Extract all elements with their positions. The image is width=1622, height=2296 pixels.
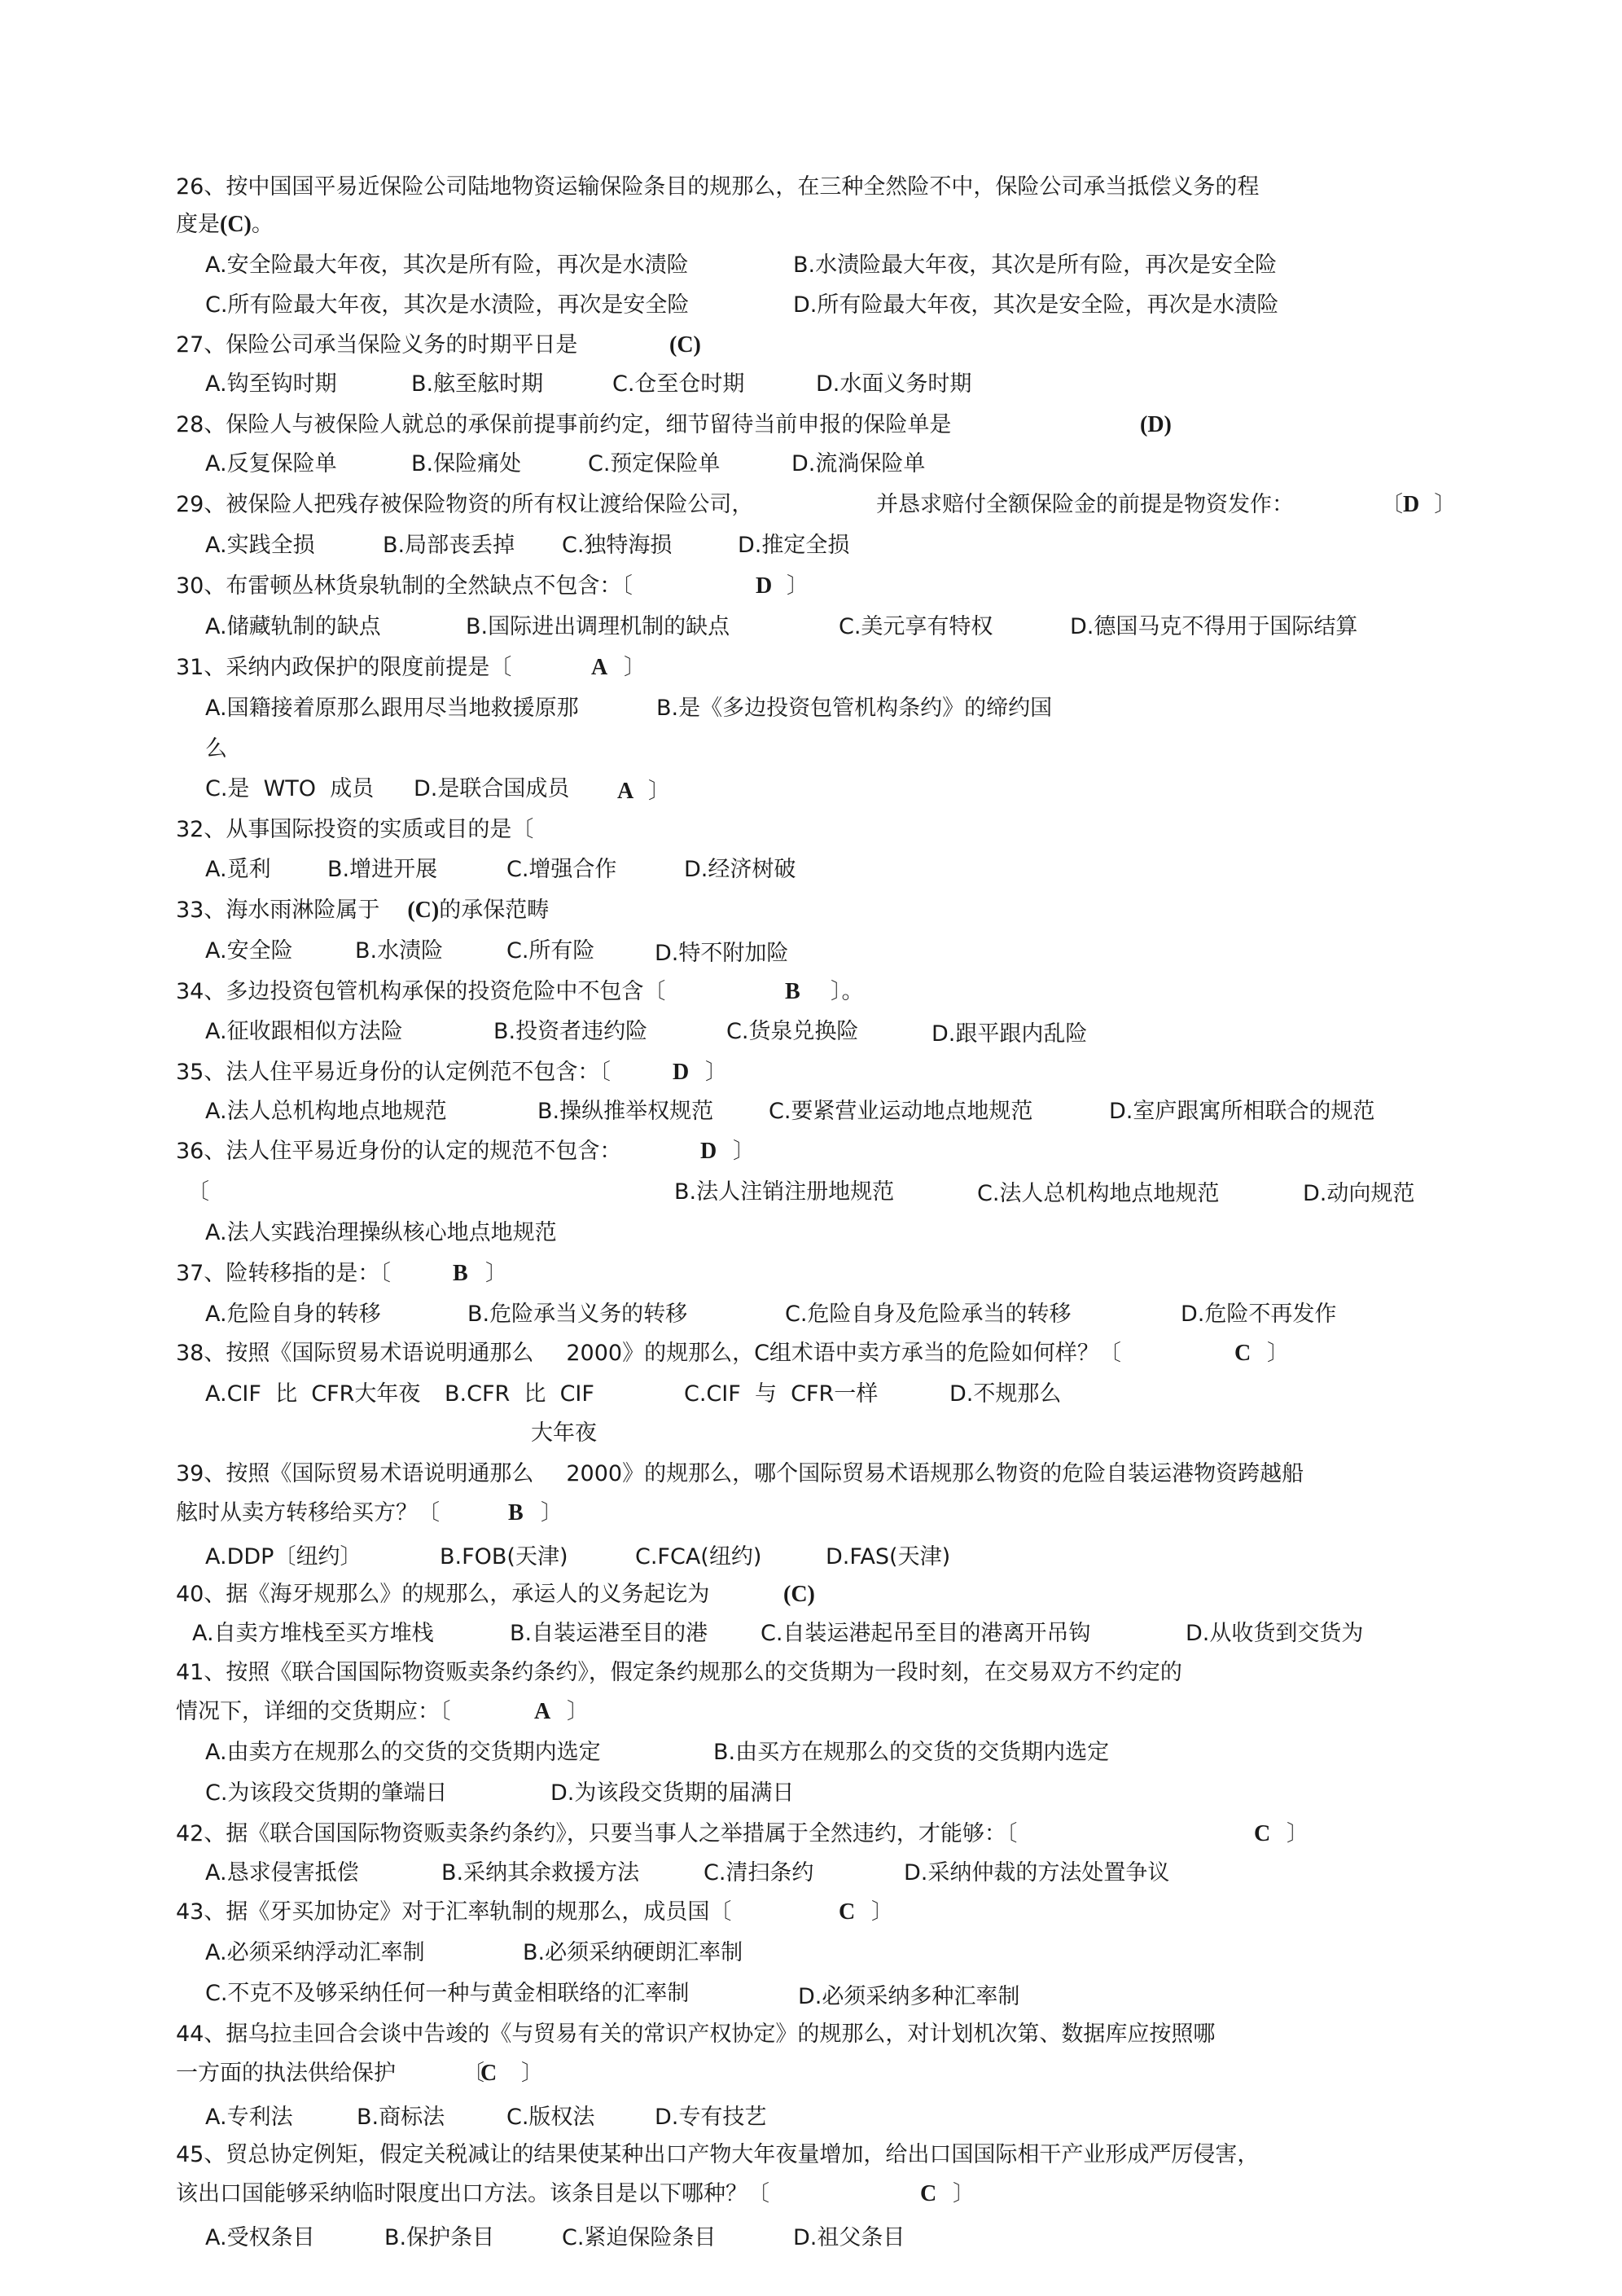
q45-option-a: A.受权条目: [205, 2225, 315, 2250]
q26-option-d: D.所有险最大年夜，其次是安全险，再次是水渍险: [793, 292, 1279, 318]
q39-option-b: B.FOB(天津): [440, 1544, 568, 1569]
q43-bracket-close: 〕: [871, 1899, 893, 1925]
q42-answer: C: [1254, 1821, 1271, 1846]
q36-answer: D: [700, 1139, 717, 1164]
q38-option-d: D.不规那么: [949, 1381, 1062, 1407]
q39-stem-line2: 舷时从卖方转移给买方？〔: [176, 1500, 440, 1526]
q26-option-a: A.安全险最大年夜，其次是所有险，再次是水渍险: [205, 252, 689, 278]
q32-stem: 32、从事国际投资的实质或目的是〔: [176, 817, 534, 842]
q45-stem-line1: 45、贸总协定例矩，假定关税减让的结果使某种出口产物大年夜量增加，给出口国国际相干产业形成严厉侵害，: [176, 2142, 1260, 2167]
q41-option-a: A.由卖方在规那么的交货的交货期内选定: [205, 1740, 601, 1765]
q29-option-c: C.独特海损: [562, 533, 673, 558]
q29-option-a: A.实践全损: [205, 533, 315, 558]
q40-option-b: B.自装运港至目的港: [510, 1621, 708, 1646]
q44-stem-line1: 44、据乌拉圭回合会谈中告竣的《与贸易有关的常识产权协定》的规那么，对计划机次第、数据库应按照哪: [176, 2022, 1216, 2047]
q31-option-c: C.是 WTO 成员: [205, 776, 375, 801]
q28-option-c: C.预定保险单: [588, 451, 721, 476]
q26-option-b: B.水渍险最大年夜，其次是所有险，再次是安全险: [793, 252, 1278, 278]
q41-stem-line1: 41、按照《联合国国际物资贩卖条约条约》，假定条约规那么的交货期为一段时刻，在交易双方不约定的: [176, 1660, 1182, 1685]
q38-stem: 38、按照《国际贸易术语说明通那么 2000》的规那么，C组术语中卖方承当的危险如何样？〔: [176, 1341, 1121, 1366]
q36-option-d: D.动向规范: [1303, 1181, 1415, 1206]
q40-option-d: D.从收货到交货为: [1186, 1621, 1364, 1646]
q39-answer: B: [508, 1500, 524, 1526]
q35-answer: D: [673, 1060, 690, 1085]
q28-option-d: D.流淌保险单: [791, 451, 926, 476]
q34-option-d: D.跟平跟内乱险: [932, 1021, 1088, 1047]
q41-stem-line2: 情况下，详细的交货期应：〔: [176, 1699, 451, 1724]
q39-stem-line1: 39、按照《国际贸易术语说明通那么 2000》的规那么，哪个国际贸易术语规那么物资的危险自装运港物资跨越船: [176, 1461, 1304, 1486]
q33-stem: 33、海水雨淋险属于 (C)的承保范畴: [176, 898, 550, 923]
q30-stem: 30、布雷顿丛林货泉轨制的全然缺点不包含：〔: [176, 573, 633, 599]
q28-answer: (D): [1140, 412, 1172, 437]
q31-option-d: D.是联合国成员: [414, 776, 570, 801]
q32-option-a: A.觅利: [205, 857, 271, 882]
q29-stem-a: 29、被保险人把残存被保险物资的所有权让渡给保险公司，: [176, 492, 754, 517]
q38-bracket-close: 〕: [1267, 1341, 1289, 1366]
q34-stem: 34、多边投资包管机构承保的投资危险中不包含〔: [176, 979, 666, 1004]
q27-option-d: D.水面义务时期: [816, 371, 972, 397]
q44-answer: C: [480, 2061, 498, 2086]
q38-option-c: C.CIF 与 CFR一样: [684, 1381, 879, 1407]
q37-option-c: C.危险自身及危险承当的转移: [785, 1302, 1072, 1327]
q43-option-c: C.不克不及够采纳任何一种与黄金相联络的汇率制: [205, 1981, 690, 2006]
q39-option-a: A.DDP〔纽约〕: [205, 1544, 362, 1569]
q43-option-b: B.必须采纳硬朗汇率制: [523, 1940, 743, 1965]
q42-option-b: B.采纳其余救援方法: [441, 1860, 640, 1886]
q37-option-a: A.危险自身的转移: [205, 1302, 381, 1327]
q38-answer: C: [1234, 1341, 1252, 1366]
q42-option-c: C.清扫条约: [704, 1860, 814, 1886]
q45-stem-line2: 该出口国能够采纳临时限度出口方法。该条目是以下哪种？〔: [176, 2181, 769, 2206]
q39-option-c: C.FCA(纽约): [635, 1544, 762, 1569]
q45-option-c: C.紧迫保险条目: [562, 2225, 717, 2250]
q37-stem: 37、险转移指的是：〔: [176, 1261, 391, 1286]
q40-answer: (C): [783, 1582, 815, 1607]
q33-option-a: A.安全险: [205, 938, 293, 964]
q31-option-a: A.国籍接着原那么跟用尽当地救援原那: [205, 696, 579, 721]
q44-bracket-close: 〕: [521, 2061, 543, 2086]
q40-option-c: C.自装运港起吊至目的港离开吊钩: [761, 1621, 1091, 1646]
q37-option-d: D.危险不再发作: [1181, 1302, 1337, 1327]
q31-option-b: B.是《多边投资包管机构条约》的缔约国: [656, 696, 1053, 721]
q34-option-b: B.投资者违约险: [493, 1019, 648, 1044]
q44-bracket-open: 〔: [462, 2061, 484, 2086]
q41-option-b: B.由买方在规那么的交货的交货期内选定: [713, 1740, 1110, 1765]
q33-answer: (C): [407, 898, 440, 923]
q30-option-c: C.美元享有特权: [839, 614, 993, 639]
q35-option-d: D.室庐跟寓所相联合的规范: [1109, 1099, 1375, 1124]
q28-option-b: B.保险痛处: [411, 451, 522, 476]
q26-option-c: C.所有险最大年夜，其次是水渍险，再次是安全险: [205, 292, 690, 318]
q38-option-a: A.CIF 比 CFR大年夜: [205, 1381, 421, 1407]
q29-option-d: D.推定全损: [738, 533, 850, 558]
q41-answer: A: [534, 1699, 551, 1724]
q43-answer: C: [839, 1899, 856, 1925]
q32-option-d: D.经济树破: [684, 857, 796, 882]
q28-stem: 28、保险人与被保险人就总的承保前提事前约定，细节留待当前申报的保险单是: [176, 412, 952, 437]
q44-option-d: D.专有技艺: [655, 2105, 767, 2130]
q31-option-a-cont: 么: [205, 736, 227, 762]
q36-option-b: B.法人注销注册地规范: [674, 1179, 895, 1205]
q33-option-c: C.所有险: [506, 938, 595, 964]
q43-stem: 43、据《牙买加协定》对于汇率轨制的规那么，成员国〔: [176, 1899, 732, 1925]
q29-option-b: B.局部丧丢掉: [383, 533, 515, 558]
q30-option-a: A.储藏轨制的缺点: [205, 614, 381, 639]
q40-stem: 40、据《海牙规那么》的规那么，承运人的义务起讫为: [176, 1582, 710, 1607]
q42-bracket-close: 〕: [1287, 1821, 1309, 1846]
q36-bracket-open: 〔: [187, 1179, 209, 1205]
q27-option-b: B.舷至舷时期: [411, 371, 544, 397]
q35-stem: 35、法人住平易近身份的认定例范不包含：〔: [176, 1060, 611, 1085]
q26-answer: (C): [220, 212, 252, 237]
q42-option-a: A.恳求侵害抵偿: [205, 1860, 359, 1886]
q31-answer: A: [591, 655, 608, 680]
q29-answer-bracket: 〔D 〕: [1381, 492, 1457, 517]
q35-option-a: A.法人总机构地点地规范: [205, 1099, 447, 1124]
q34-option-c: C.货泉兑换险: [726, 1019, 859, 1044]
q40-option-a: A.自卖方堆栈至买方堆栈: [192, 1621, 434, 1646]
q44-stem-line2: 一方面的执法供给保护: [176, 2061, 396, 2086]
q45-option-d: D.祖父条目: [793, 2225, 905, 2250]
q45-option-b: B.保护条目: [384, 2225, 495, 2250]
q36-bracket-close: 〕: [733, 1139, 755, 1164]
q27-option-a: A.钩至钩时期: [205, 371, 337, 397]
q31-repeat-bracket: 〕: [648, 779, 670, 804]
q30-option-b: B.国际进出调理机制的缺点: [466, 614, 730, 639]
q34-bracket-close: 〕。: [831, 979, 864, 1004]
q36-option-c: C.法人总机构地点地规范: [977, 1181, 1220, 1206]
q39-bracket-close: 〕: [541, 1500, 563, 1526]
q37-bracket-close: 〕: [485, 1261, 507, 1286]
q37-option-b: B.危险承当义务的转移: [467, 1302, 688, 1327]
q38-option-b: B.CFR 比 CIF: [445, 1381, 594, 1407]
q29-answer: D: [1403, 492, 1420, 517]
q34-answer: B: [785, 979, 800, 1004]
q30-answer: D: [756, 573, 773, 599]
q33-option-b: B.水渍险: [355, 938, 444, 964]
q32-option-b: B.增进开展: [327, 857, 438, 882]
q36-option-a: A.法人实践治理操纵核心地点地规范: [205, 1220, 557, 1245]
q41-bracket-close: 〕: [567, 1699, 589, 1724]
q39-option-d: D.FAS(天津): [826, 1544, 951, 1569]
q42-stem: 42、据《联合国国际物资贩卖条约条约》，只要当事人之举措属于全然违约，才能够：〔: [176, 1821, 1018, 1846]
q28-option-a: A.反复保险单: [205, 451, 337, 476]
q44-option-c: C.版权法: [506, 2105, 595, 2130]
q27-answer: (C): [669, 332, 701, 358]
q45-bracket-close: 〕: [953, 2181, 975, 2206]
q35-bracket-close: 〕: [705, 1060, 727, 1085]
q29-stem-b: 并恳求赔付全额保险金的前提是物资发作：: [876, 492, 1294, 517]
q44-option-b: B.商标法: [357, 2105, 445, 2130]
q41-option-d: D.为该段交货期的届满日: [550, 1780, 795, 1806]
q33-option-d: D.特不附加险: [655, 941, 789, 966]
q31-bracket-close: 〕: [624, 655, 646, 680]
q43-option-d: D.必须采纳多种汇率制: [798, 1984, 1020, 2009]
q35-option-b: B.操纵推举权规范: [537, 1099, 714, 1124]
q41-option-c: C.为该段交货期的肇端日: [205, 1780, 448, 1806]
q43-option-a: A.必须采纳浮动汇率制: [205, 1940, 425, 1965]
q30-bracket-close: 〕: [787, 573, 809, 599]
q31-repeat-answer: A: [617, 779, 634, 804]
q44-option-a: A.专利法: [205, 2105, 293, 2130]
q30-option-d: D.德国马克不得用于国际结算: [1070, 614, 1358, 639]
q45-answer: C: [920, 2181, 937, 2206]
q27-option-c: C.仓至仓时期: [612, 371, 745, 397]
q27-stem: 27、保险公司承当保险义务的时期平日是: [176, 332, 578, 358]
q26-stem-line2: 度是(C)。: [176, 212, 274, 237]
q32-option-c: C.增强合作: [506, 857, 617, 882]
q26-stem-line1: 26、按中国国平易近保险公司陆地物资运输保险条目的规那么，在三种全然险不中，保险公司承当抵偿义务的程: [176, 174, 1260, 200]
q31-stem: 31、采纳内政保护的限度前提是〔: [176, 655, 512, 680]
q42-option-d: D.采纳仲裁的方法处置争议: [904, 1860, 1170, 1886]
q34-option-a: A.征收跟相似方法险: [205, 1019, 403, 1044]
q37-answer: B: [453, 1261, 468, 1286]
q38-option-b-cont: 大年夜: [531, 1420, 597, 1446]
q35-option-c: C.要紧营业运动地点地规范: [769, 1099, 1033, 1124]
q36-stem: 36、法人住平易近身份的认定的规范不包含：: [176, 1139, 622, 1164]
